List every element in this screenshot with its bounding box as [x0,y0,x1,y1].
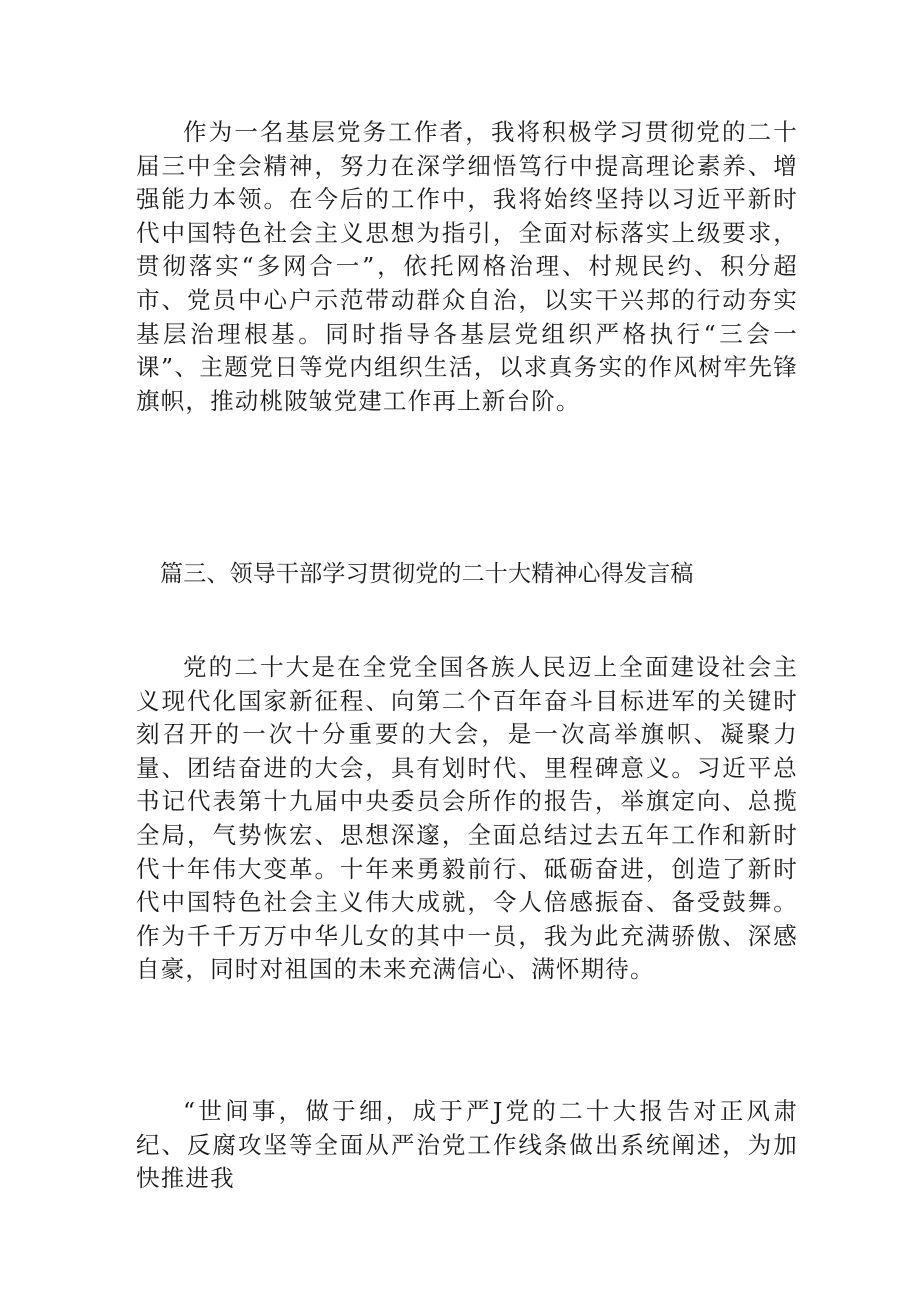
section-heading: 篇三、领导干部学习贯彻党的二十大精神心得发言稿 [160,561,694,587]
paragraph-party-work-intro: 作为一名基层党务工作者，我将积极学习贯彻党的二十届三中全会精神，努力在深学细悟笃行中提高理论素养、增强能力本领。在今后的工作中，我将始终坚持以习近平新时代中国特色社会主义思想为指引，全面对标落实上级要求，贯彻落实“多网合一”，依托网格治理、村规民约、积分超市、党员中心户示范带动群众自治，以实干兴邦的行动夯实基层治理根基。同时指导各基层党组织严格执行“三会一课”、主题党日等党内组织生活，以求真务实的作风树牢先锋旗帜，推动桃陂皱党建工作再上新台阶。 [136,118,798,415]
paragraph-strict-governance: “世间事，做于细，成于严J党的二十大报告对正风肃纪、反腐攻坚等全面从严治党工作线条做出系统阐述，为加快推进我 [136,1097,798,1193]
paragraph-twentieth-congress: 党的二十大是在全党全国各族人民迈上全面建设社会主义现代化国家新征程、向第二个百年奋斗目标进军的关键时刻召开的一次十分重要的大会，是一次高举旗帜、凝聚力量、团结奋进的大会，具有划时代、里程碑意义。习近平总书记代表第十九届中央委员会所作的报告，举旗定向、总揽全局，气势恢宏、思想深邃，全面总结过去五年工作和新时代十年伟大变革。十年来勇毅前行、砥砺奋进，创造了新时代中国特色社会主义伟大成就，令人倍感振奋、备受鼓舞。作为千千万万中华儿女的其中一员，我为此充满骄傲、深感自豪，同时对祖国的未来充满信心、满怀期待。 [136,653,798,984]
